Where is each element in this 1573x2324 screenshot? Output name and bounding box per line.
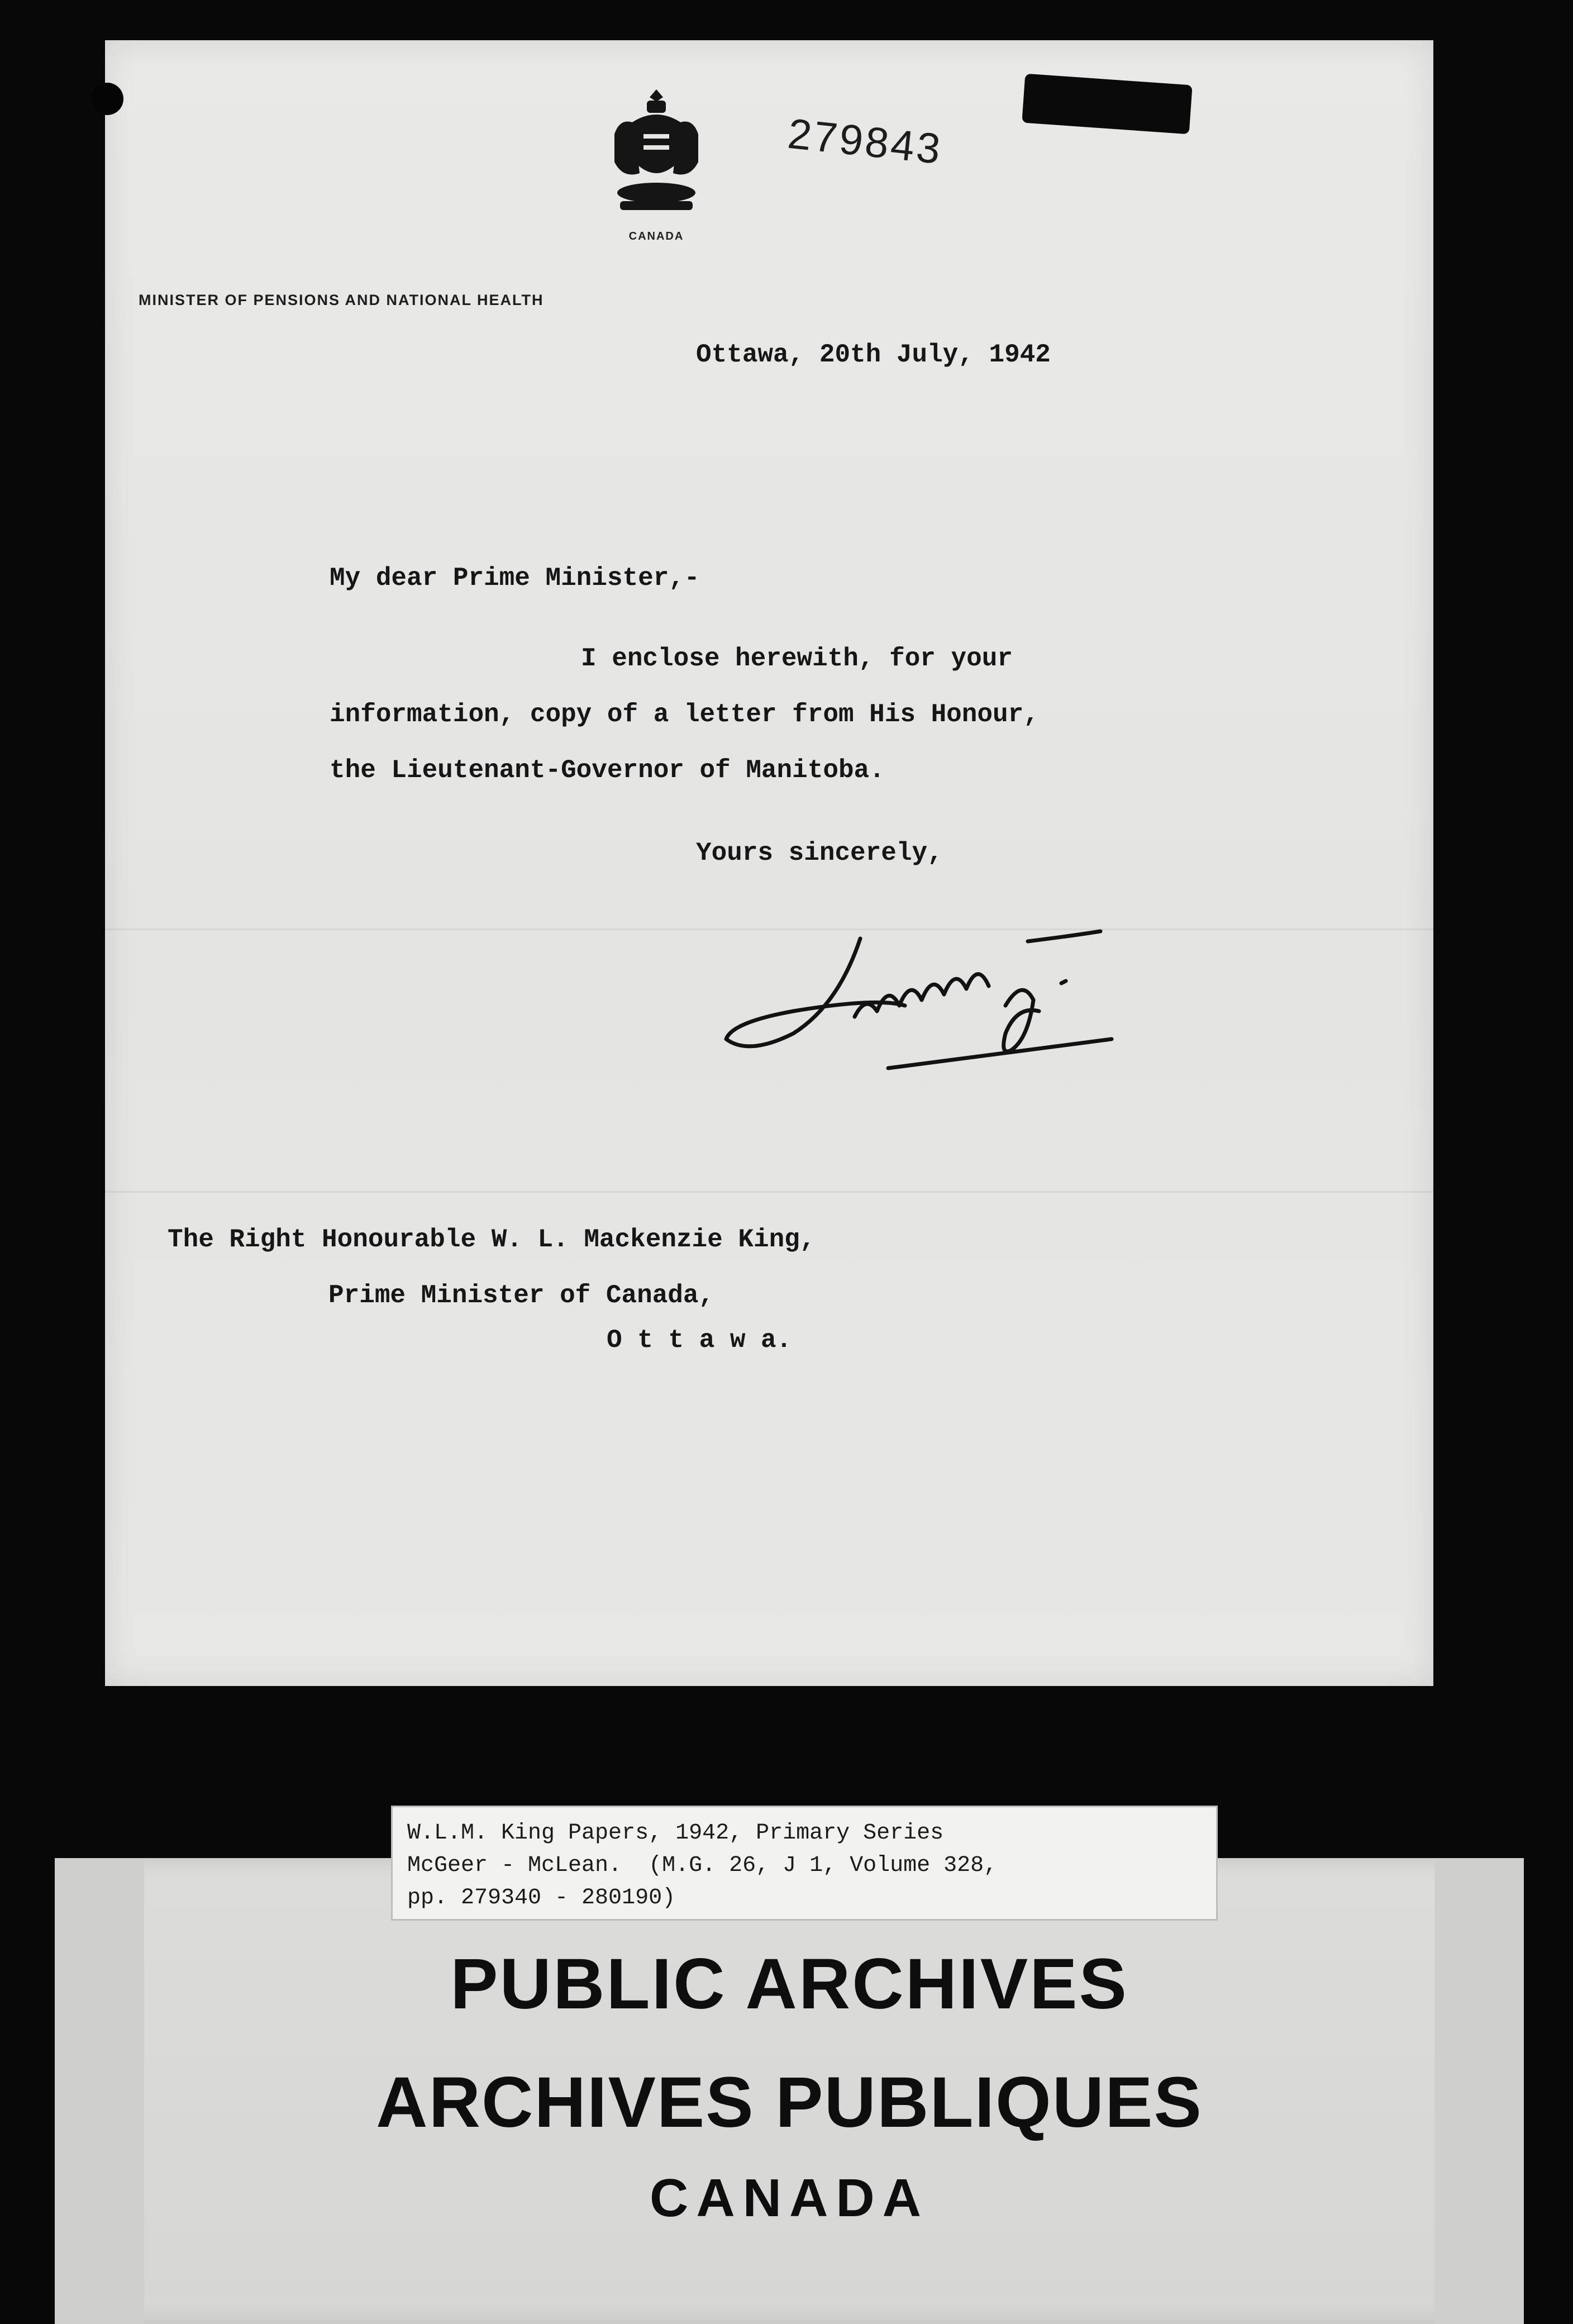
citation-label (391, 1806, 1218, 1921)
citation-line: McGeer - McLean. (M.G. 26, J 1, Volume 328, (407, 1853, 998, 1878)
citation-line: pp. 279340 - 280190) (407, 1885, 676, 1911)
body-line: information, copy of a letter from His Honour, (330, 700, 1039, 729)
recipient-address-line: O t t a w a. (607, 1326, 792, 1355)
closing: Yours sincerely, (696, 839, 943, 868)
archives-title-french: ARCHIVES PUBLIQUES (376, 2063, 1203, 2142)
archives-country: CANADA (650, 2168, 929, 2228)
fold-line (105, 1191, 1433, 1193)
coat-of-arms-seal (609, 84, 704, 235)
handwritten-signature (715, 888, 1151, 1073)
letterhead: MINISTER OF PENSIONS AND NATIONAL HEALTH (139, 292, 544, 308)
handwritten-reference-number: 279843 (785, 109, 945, 174)
body-line: I enclose herewith, for your (581, 644, 1013, 673)
salutation: My dear Prime Minister,- (330, 564, 700, 593)
seal-label: CANADA (628, 230, 684, 242)
archives-title-english: PUBLIC ARCHIVES (450, 1944, 1128, 2024)
recipient-address-line: Prime Minister of Canada, (328, 1281, 714, 1310)
citation-line: W.L.M. King Papers, 1942, Primary Series (407, 1821, 944, 1846)
letter-date: Ottawa, 20th July, 1942 (696, 340, 1051, 369)
punch-hole (91, 83, 123, 115)
recipient-address-line: The Right Honourable W. L. Mackenzie King, (168, 1225, 816, 1254)
body-line: the Lieutenant-Governor of Manitoba. (330, 756, 885, 785)
